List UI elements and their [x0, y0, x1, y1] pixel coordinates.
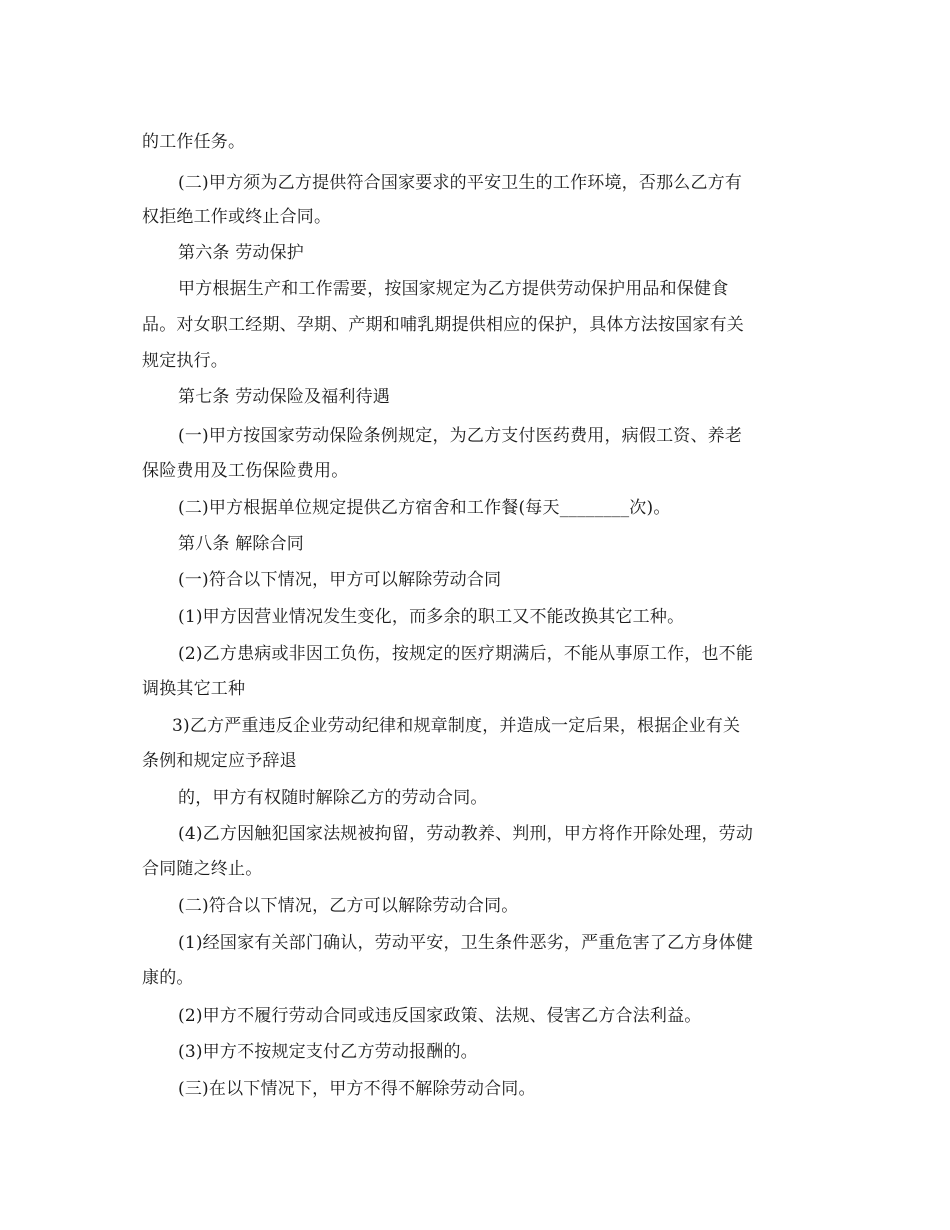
section-heading: 第八条 解除合同 — [178, 534, 305, 554]
paragraph-line: (一)甲方按国家劳动保险条例规定，为乙方支付医药费用，病假工资、养老 — [178, 426, 743, 446]
paragraph-line: 权拒绝工作或终止合同。 — [142, 207, 332, 227]
paragraph-line: (二)甲方根据单位规定提供乙方宿舍和工作餐(每天________次)。 — [178, 498, 671, 518]
paragraph-line: 合同随之终止。 — [142, 859, 263, 879]
paragraph-line: (1)甲方因营业情况发生变化，而多余的职工又不能改换其它工种。 — [178, 607, 685, 627]
paragraph-line: (3)甲方不按规定支付乙方劳动报酬的。 — [178, 1042, 478, 1062]
section-heading: 第六条 劳动保护 — [178, 243, 305, 263]
paragraph-line: (三)在以下情况下，甲方不得不解除劳动合同。 — [178, 1079, 536, 1099]
paragraph-line: 规定执行。 — [142, 351, 228, 371]
paragraph-line: 的工作任务。 — [142, 132, 246, 152]
paragraph-line: 甲方根据生产和工作需要，按国家规定为乙方提供劳动保护用品和保健食 — [178, 279, 729, 299]
paragraph-line: 品。对女职工经期、孕期、产期和哺乳期提供相应的保护，具体方法按国家有关 — [142, 315, 744, 335]
paragraph-line: (一)符合以下情况，甲方可以解除劳动合同 — [178, 570, 502, 590]
paragraph-line: (4)乙方因触犯国家法规被拘留，劳动教养、判刑，甲方将作开除处理，劳动 — [178, 824, 754, 844]
paragraph-line: 康的。 — [142, 968, 194, 988]
paragraph-line: (二)甲方须为乙方提供符合国家要求的平安卫生的工作环境，否那么乙方有 — [178, 173, 743, 193]
paragraph-line: (2)甲方不履行劳动合同或违反国家政策、法规、侵害乙方合法利益。 — [178, 1006, 702, 1026]
paragraph-line: (2)乙方患病或非因工负伤，按规定的医疗期满后，不能从事原工作，也不能 — [178, 644, 754, 664]
paragraph-line: 调换其它工种 — [142, 679, 246, 699]
paragraph-line: 条例和规定应予辞退 — [142, 751, 297, 771]
paragraph-line: (二)符合以下情况，乙方可以解除劳动合同。 — [178, 896, 519, 916]
paragraph-line: (1)经国家有关部门确认，劳动平安，卫生条件恶劣，严重危害了乙方身体健 — [178, 933, 754, 953]
paragraph-line: 保险费用及工伤保险费用。 — [142, 461, 349, 481]
section-heading: 第七条 劳动保险及福利待遇 — [178, 387, 391, 407]
paragraph-line: 3)乙方严重违反企业劳动纪律和规章制度，并造成一定后果，根据企业有关 — [172, 716, 741, 736]
paragraph-line: 的，甲方有权随时解除乙方的劳动合同。 — [178, 788, 488, 808]
